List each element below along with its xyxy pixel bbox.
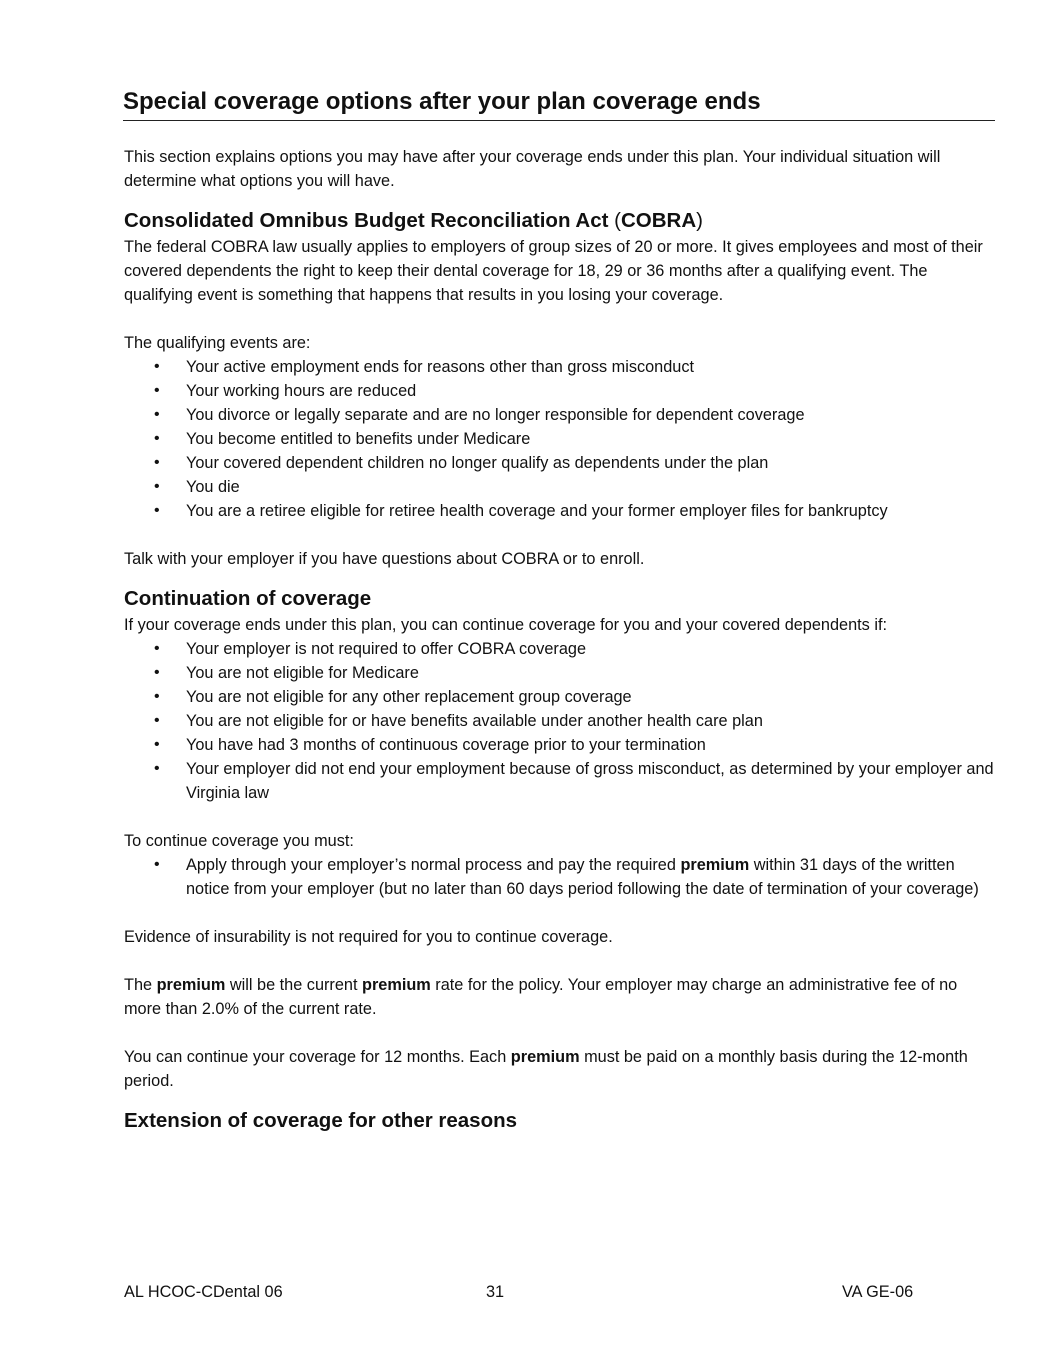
premium-paragraph-text: will be the current bbox=[225, 976, 363, 994]
must-intro: To continue coverage you must: bbox=[124, 832, 354, 850]
cobra-heading-acronym: COBRA bbox=[620, 209, 697, 232]
list-item: • You have had 3 months of continuous coverage prior to your termination bbox=[124, 733, 996, 757]
evidence-paragraph: Evidence of insurability is not required for you to continue coverage. bbox=[124, 928, 613, 946]
footer-state-code: VA GE-06 bbox=[842, 1283, 914, 1301]
premium-paragraph-text: rate for the policy. Your employer may charge an administrative fee of no more than 2.0% of the current rate. bbox=[124, 976, 958, 1018]
intro-paragraph: This section explains options you may have after your coverage ends under this plan. Your individual situation will determine what options you will have. bbox=[124, 148, 941, 190]
list-item: • You divorce or legally separate and are no longer responsible for dependent coverage bbox=[124, 403, 996, 427]
list-item: • You are not eligible for Medicare bbox=[124, 661, 996, 685]
continuation-intro: If your coverage ends under this plan, you can continue coverage for you and your covered dependents if: bbox=[124, 616, 887, 634]
premium-term: premium bbox=[362, 976, 431, 994]
cobra-contact-note: Talk with your employer if you have questions about COBRA or to enroll. bbox=[124, 550, 645, 568]
footer-form-code: AL HCOC-CDental 06 bbox=[124, 1283, 283, 1301]
premium-term: premium bbox=[680, 856, 750, 874]
qualifying-events-intro: The qualifying events are: bbox=[124, 334, 311, 352]
cobra-description: The federal COBRA law usually applies to employers of group sizes of 20 or more. It gives employees and most of their covered dependents the right to keep their dental coverage for 18, 29 or 36 months after a qualifying event. The qualifying event is something that happens that results in you losing your coverage. bbox=[124, 238, 983, 304]
list-item bbox=[124, 853, 996, 901]
duration-paragraph-text: must be paid on a monthly basis during the 12-month period. bbox=[124, 1048, 968, 1090]
document-body bbox=[124, 145, 996, 1135]
list-item: • Your covered dependent children no longer qualify as dependents under the plan bbox=[124, 451, 996, 475]
qualifying-events-list bbox=[124, 355, 996, 523]
footer-page-number: 31 bbox=[486, 1283, 505, 1301]
list-item: • You are not eligible for or have benefits available under another health care plan bbox=[124, 709, 996, 733]
cobra-heading-text: Consolidated Omnibus Budget Reconciliation Act bbox=[124, 209, 615, 232]
duration-paragraph-text: You can continue your coverage for 12 months. Each bbox=[124, 1048, 511, 1066]
must-item-text: Apply through your employer’s normal process and pay the required bbox=[186, 856, 681, 874]
must-list bbox=[124, 853, 996, 901]
list-item: • Your employer did not end your employment because of gross misconduct, as determined by your employer and Virginia law bbox=[124, 757, 996, 805]
premium-paragraph-text: The bbox=[124, 976, 157, 994]
list-item: • Your active employment ends for reasons other than gross misconduct bbox=[124, 355, 996, 379]
extension-heading: Extension of coverage for other reasons bbox=[124, 1109, 518, 1132]
premium-paragraph bbox=[124, 973, 996, 1021]
list-item: • You are not eligible for any other replacement group coverage bbox=[124, 685, 996, 709]
list-item: • You become entitled to benefits under Medicare bbox=[124, 427, 996, 451]
continuation-heading: Continuation of coverage bbox=[124, 587, 372, 610]
cobra-heading-paren-close: ) bbox=[696, 209, 703, 232]
premium-term: premium bbox=[156, 976, 226, 994]
cobra-heading bbox=[124, 207, 996, 235]
duration-paragraph bbox=[124, 1045, 996, 1093]
list-item: • You die bbox=[124, 475, 996, 499]
must-item-text: within 31 days of the written notice from your employer (but no later than 60 days period following the date of termination of your coverage) bbox=[186, 856, 979, 898]
list-item: • Your working hours are reduced bbox=[124, 379, 996, 403]
page-title: Special coverage options after your plan coverage ends bbox=[123, 86, 995, 121]
list-item: • Your employer is not required to offer COBRA coverage bbox=[124, 637, 996, 661]
premium-term: premium bbox=[510, 1048, 580, 1066]
list-item: • You are a retiree eligible for retiree health coverage and your former employer files for bankruptcy bbox=[124, 499, 996, 523]
continuation-conditions-list bbox=[124, 637, 996, 805]
cobra-heading-paren-open: ( bbox=[614, 209, 621, 232]
